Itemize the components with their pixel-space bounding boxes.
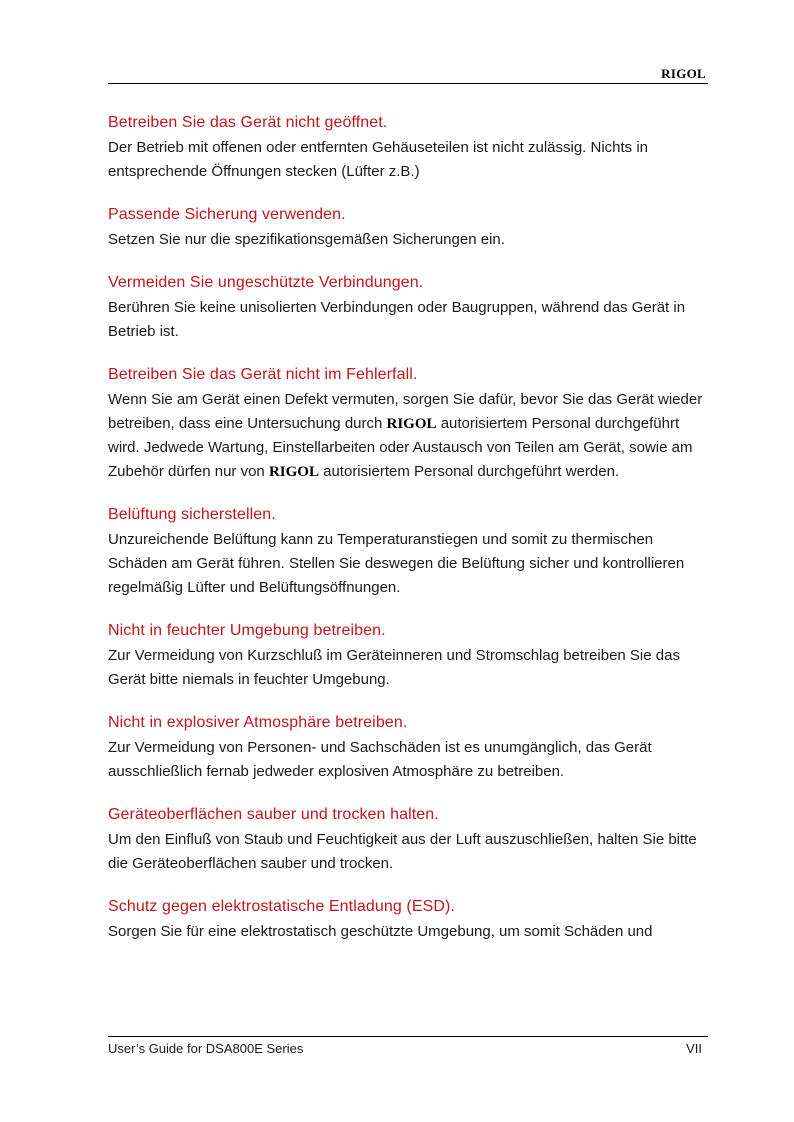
section-heading: Betreiben Sie das Gerät nicht geöffnet. (108, 114, 388, 131)
section-text: Unzureichende Belüftung kann zu Temperaturanstiegen und somit zu thermischen Schäden am Gerät führen. Stellen Sie deswegen die Belüftung sicher und kontrollieren regelmäßig Lüfter und Belüftungsöffnungen. (108, 531, 685, 596)
safety-section (108, 896, 708, 944)
safety-section (108, 204, 708, 252)
section-text: Setzen Sie nur die spezifikationsgemäßen Sicherungen ein. (108, 231, 505, 248)
safety-section (108, 364, 708, 484)
section-heading: Vermeiden Sie ungeschützte Verbindungen. (108, 274, 424, 291)
footer-guide-title: User’s Guide for DSA800E Series (108, 1041, 304, 1056)
safety-section (108, 112, 708, 184)
section-text: Zur Vermeidung von Kurzschluß im Geräteinneren und Stromschlag betreiben Sie das Gerät bitte niemals in feuchter Umgebung. (108, 647, 680, 688)
section-text: Der Betrieb mit offenen oder entfernten Gehäuseteilen ist nicht zulässig. Nichts in entsprechende Öffnungen stecken (Lüfter z.B.) (108, 139, 649, 180)
section-heading: Schutz gegen elektrostatische Entladung (ESD). (108, 898, 456, 915)
safety-section (108, 804, 708, 876)
page-number: VII (686, 1041, 702, 1056)
safety-section (108, 272, 708, 344)
header-brand-logo: RIGOL (661, 66, 706, 81)
brand-name: RIGOL (386, 416, 437, 432)
text-fragment: Wenn Sie am Gerät einen Defekt vermuten, sorgen Sie dafür, bevor Sie das Gerät wieder betreiben, dass eine Untersuchung durch (108, 391, 703, 432)
text-fragment: autorisiertem Personal durchgeführt werden. (318, 463, 620, 480)
footer-divider (108, 1036, 708, 1037)
header-divider (108, 83, 708, 84)
section-heading: Geräteoberflächen sauber und trocken halten. (108, 806, 439, 823)
safety-section (108, 504, 708, 600)
section-text: Berühren Sie keine unisolierten Verbindungen oder Baugruppen, während das Gerät in Betrieb ist. (108, 299, 686, 340)
section-heading: Belüftung sicherstellen. (108, 506, 276, 523)
safety-section (108, 712, 708, 784)
section-heading: Nicht in feuchter Umgebung betreiben. (108, 622, 386, 639)
section-heading: Passende Sicherung verwenden. (108, 206, 346, 223)
section-text (108, 388, 708, 484)
section-text: Um den Einfluß von Staub und Feuchtigkeit aus der Luft auszuschließen, halten Sie bitte die Geräteoberflächen sauber und trocken. (108, 831, 697, 872)
section-heading: Nicht in explosiver Atmosphäre betreiben. (108, 714, 408, 731)
section-text: Sorgen Sie für eine elektrostatisch geschützte Umgebung, um somit Schäden und (108, 923, 653, 940)
section-text: Zur Vermeidung von Personen- und Sachschäden ist es unumgänglich, das Gerät ausschließlich fernab jedweder explosiven Atmosphäre zu betreiben. (108, 739, 652, 780)
document-body (108, 112, 708, 964)
safety-section (108, 620, 708, 692)
brand-name: RIGOL (268, 464, 319, 480)
text-fragment: autorisiertem Personal durchgeführt wird. Jedwede Wartung, Einstellarbeiten oder Austausch von Teilen am Gerät, sowie am Zubehör dürfen nur von (108, 415, 693, 480)
section-heading: Betreiben Sie das Gerät nicht im Fehlerfall. (108, 366, 418, 383)
